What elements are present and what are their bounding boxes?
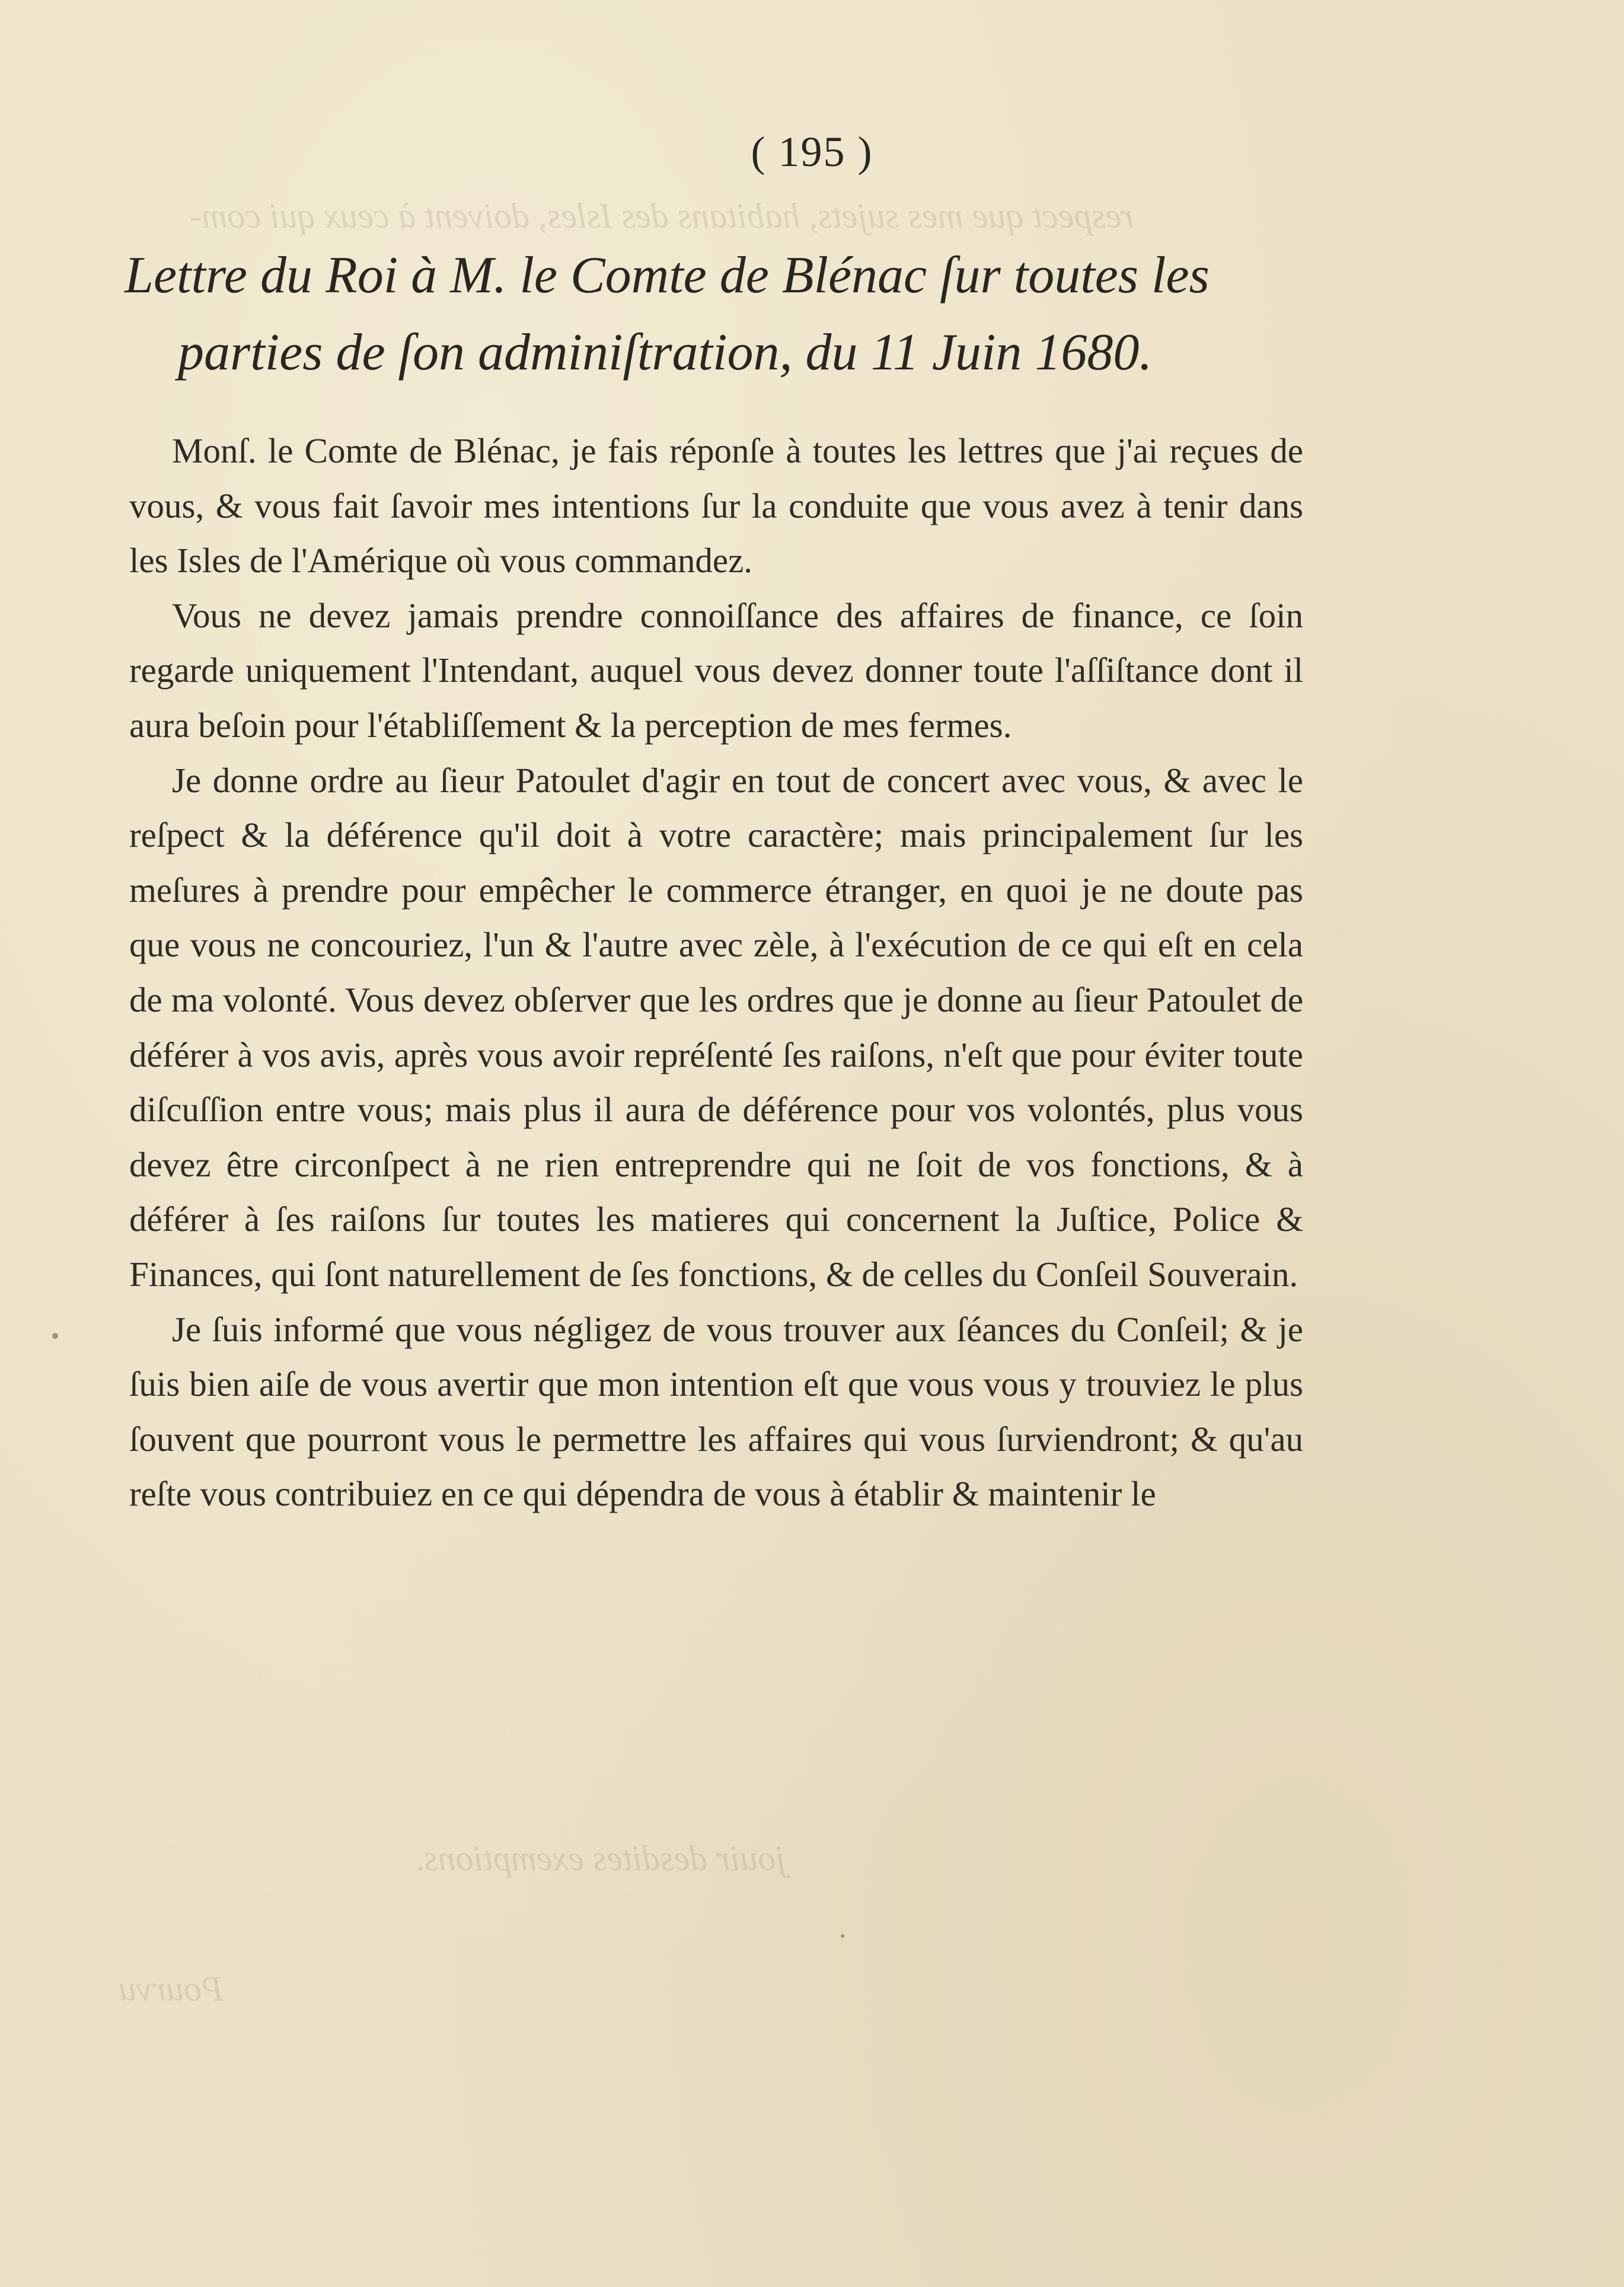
ink-speck [841,1934,844,1938]
paragraph-4: Je ſuis informé que vous négligez de vous trouver aux ſéances du Conſeil; & je ſuis bien aiſe de vous avertir que mon intention eſt que vous vous y trouviez le plus ſouvent que pourront vous le permettre les affaires qui vous ſurviendront; & qu'au reſte vous contribuiez en ce qui dépendra de vous à établir & maintenir le [129,1309,1303,1514]
title-line-1: Lettre du Roi à M. le Comte de Blénac ſur toutes les [125,247,1210,304]
letter-body [129,423,1303,1522]
ink-speck [52,1333,58,1339]
page-number: ( 195 ) [751,128,873,176]
show-through-text: respect que mes sujets, habitans des Isles, doivent à ceux qui com- [190,196,1134,235]
show-through-text: Pourvu [119,1969,224,2008]
paragraph-2: Vous ne devez jamais prendre connoiſſance des affaires de finance, ce ſoin regarde uniquement l'Intendant, auquel vous devez donner toute l'aſſiſtance dont il aura beſoin pour l'établiſſement & la perception de mes fermes. [129,595,1303,745]
paragraph-1: Monſ. le Comte de Blénac, je fais réponſe à toutes les lettres que j'ai reçues de vous, & vous fait ſavoir mes intentions ſur la conduite que vous avez à tenir dans les Isles de l'Amérique où vous commandez. [129,431,1303,580]
letter-title [125,237,1310,391]
show-through-text: jouir desdites exemptions. [415,1839,786,1878]
title-line-2: parties de ſon adminiſtration, du 11 Juin 1680. [178,324,1153,381]
paragraph-3: Je donne ordre au ſieur Patoulet d'agir en tout de concert avec vous, & avec le reſpect & la déférence qu'il doit à votre caractère; mais principalement ſur les meſures à prendre pour empêcher le commerce étranger, en quoi je ne doute pas que vous ne concouriez, l'un & l'autre avec zèle, à l'exécution de ce qui eſt en cela de ma volonté. Vous devez obſerver que les ordres que je donne au ſieur Patoulet de déférer à vos avis, après vous avoir repréſenté ſes raiſons, n'eſt que pour éviter toute diſcuſſion entre vous; mais plus il aura de déférence pour vos volontés, plus vous devez être circonſpect à ne rien entreprendre qui ne ſoit de vos fonctions, & à déférer à ſes raiſons ſur toutes les matieres qui concernent la Juſtice, Police & Finances, qui ſont naturellement de ſes fonctions, & de celles du Conſeil Souverain. [129,760,1303,1294]
